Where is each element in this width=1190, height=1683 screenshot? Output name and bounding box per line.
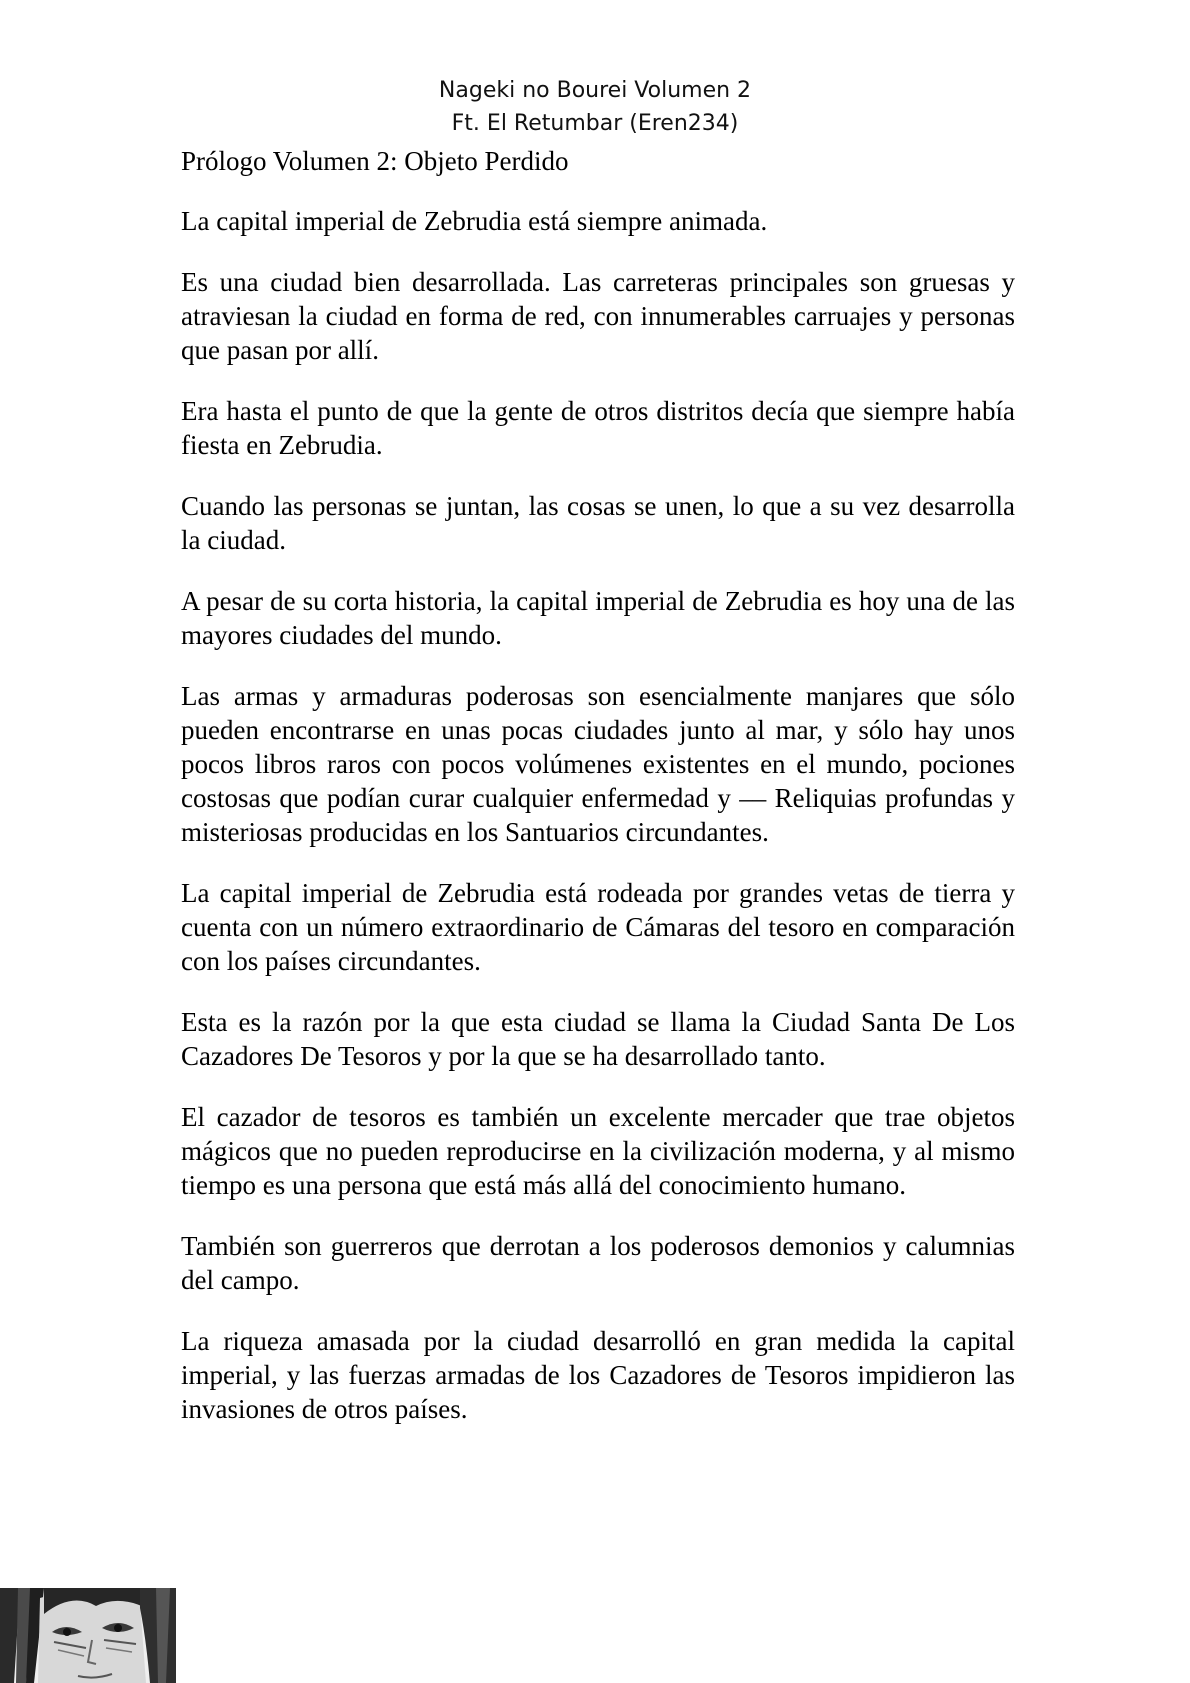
paragraph: A pesar de su corta historia, la capital imperial de Zebrudia es hoy una de las mayores ciudades del mundo. (181, 586, 1015, 650)
paragraph: Es una ciudad bien desarrollada. Las carreteras principales son gruesas y atraviesan la ciudad en forma de red, con innumerables carruajes y personas que pasan por allí. (181, 267, 1015, 365)
paragraph: Cuando las personas se juntan, las cosas se unen, lo que a su vez desarrolla la ciudad. (181, 491, 1015, 555)
document-body (181, 144, 1015, 1453)
paragraph: También son guerreros que derrotan a los poderosos demonios y calumnias del campo. (181, 1231, 1015, 1295)
manga-portrait-thumbnail-icon (0, 1588, 176, 1683)
paragraph: Esta es la razón por la que esta ciudad se llama la Ciudad Santa De Los Cazadores De Tesoros y por la que se ha desarrollado tanto. (181, 1007, 1015, 1071)
header-title: Nageki no Bourei Volumen 2 (438, 78, 752, 103)
paragraph: Era hasta el punto de que la gente de otros distritos decía que siempre había fiesta en Zebrudia. (181, 396, 1015, 460)
chapter-title: Prólogo Volumen 2: Objeto Perdido (181, 146, 569, 176)
paragraph: La capital imperial de Zebrudia está rodeada por grandes vetas de tierra y cuenta con un número extraordinario de Cámaras del tesoro en comparación con los países circundantes. (181, 878, 1015, 976)
header-subtitle: Ft. El Retumbar (Eren234) (451, 111, 739, 136)
paragraph: El cazador de tesoros es también un excelente mercader que trae objetos mágicos que no pueden reproducirse en la civilización moderna, y al mismo tiempo es una persona que está más allá del conocimiento humano. (181, 1102, 1015, 1200)
paragraph: La capital imperial de Zebrudia está siempre animada. (181, 206, 768, 236)
paragraph: Las armas y armaduras poderosas son esencialmente manjares que sólo pueden encontrarse en unas pocas ciudades junto al mar, y sólo hay unos pocos libros raros con pocos volúmenes existentes en el mundo, pociones costosas que podían curar cualquier enfermedad y –– Reliquias profundas y misteriosas producidas en los Santuarios circundantes. (181, 681, 1015, 847)
portrait-illustration (0, 1588, 176, 1683)
paragraph: La riqueza amasada por la ciudad desarrolló en gran medida la capital imperial, y las fuerzas armadas de los Cazadores de Tesoros impidieron las invasiones de otros países. (181, 1326, 1015, 1424)
document-header (0, 74, 1190, 140)
